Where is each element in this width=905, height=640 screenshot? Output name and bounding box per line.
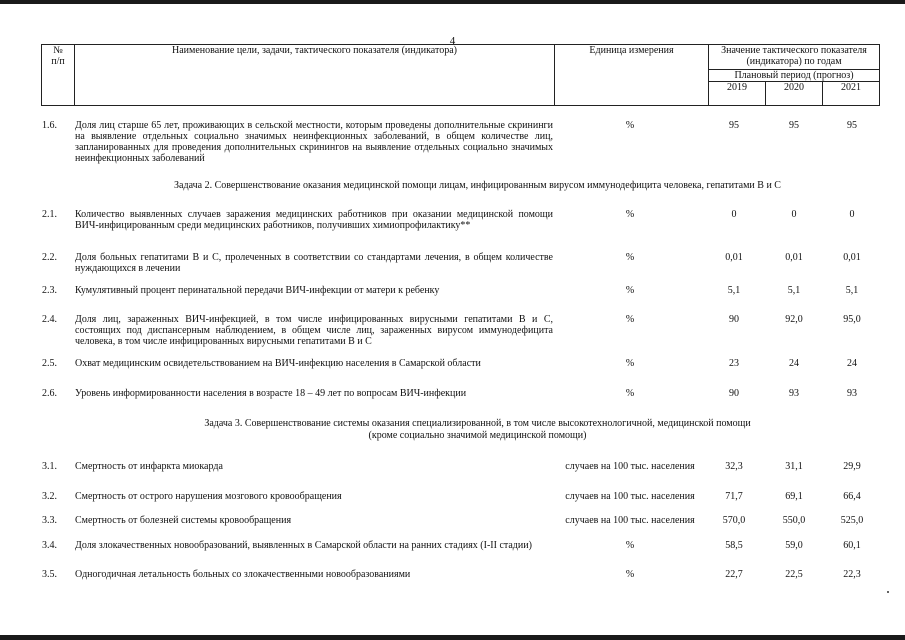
row-indicator-name: Смертность от болезней системы кровообращения [75,515,292,526]
row-value-2019: 58,5 [725,540,743,551]
header-year-2019: 2019 [709,82,766,106]
row-value-2021: 525,0 [840,515,864,526]
row-unit: % [625,285,635,296]
row-value-2020: 0 [791,209,797,220]
task-3-heading-line2: (кроме социально значимой медицинской помощи) [368,430,587,441]
row-indicator-name: Смертность от острого нарушения мозгового кровообращения [75,491,342,502]
row-value-2020: 69,1 [785,491,803,502]
row-value-2020: 24 [789,358,799,369]
row-number: 3.4. [42,540,57,551]
row-value-2020: 92,0 [785,314,803,325]
header-unit: Единица измерения [555,45,709,106]
row-number: 2.4. [42,314,57,325]
row-value-2020: 95 [789,120,799,131]
row-value-2020: 59,0 [785,540,803,551]
row-indicator-name: Уровень информированности населения в возрасте 18 – 49 лет по вопросам ВИЧ-инфекции [75,388,467,399]
row-number: 2.5. [42,358,57,369]
table-header [41,44,880,106]
row-value-2019: 95 [729,120,739,131]
row-value-2020: 93 [789,388,799,399]
row-number: 2.1. [42,209,57,220]
row-indicator-name: Доля лиц старше 65 лет, проживающих в сельской местности, которым проведены дополнительные скрининги на выявление отдельных социально значимых неинфекционных заболеваний, в общем количестве лиц, запланированных для проведения дополнительных скринингов на выявление отдельных социально значимых неинфекционных заболеваний [75,120,553,164]
row-value-2020: 31,1 [785,461,803,472]
header-num-line1: № [53,45,63,56]
page-number: 4 [449,35,456,47]
row-value-2019: 32,3 [725,461,743,472]
row-number: 3.3. [42,515,57,526]
row-number: 2.2. [42,252,57,263]
row-value-2019: 90 [729,314,739,325]
scan-speck [887,591,889,593]
row-value-2021: 22,3 [843,569,861,580]
scan-border-bottom [0,635,905,640]
row-indicator-name: Одногодичная летальность больных со злокачественными новообразованиями [75,569,411,580]
row-indicator-name: Охват медицинским освидетельствованием на ВИЧ-инфекцию населения в Самарской области [75,358,481,369]
header-num-line2: п/п [51,56,65,67]
row-indicator-name: Доля лиц, зараженных ВИЧ-инфекцией, в том числе инфицированных вирусными гепатитами В и С, состоящих под диспансерным наблюдением, в общем числе лиц, зараженных вирусом иммунодефицита человека, в том числе инфицированных вирусными гепатитами В и С [75,314,553,347]
row-value-2021: 95 [847,120,857,131]
row-unit: % [625,388,635,399]
row-value-2021: 29,9 [843,461,861,472]
row-value-2021: 95,0 [843,314,861,325]
row-value-2020: 22,5 [785,569,803,580]
row-value-2021: 66,4 [843,491,861,502]
row-unit: % [625,540,635,551]
row-indicator-name: Смертность от инфаркта миокарда [75,461,223,472]
row-unit: % [625,209,635,220]
row-unit: % [625,569,635,580]
row-value-2019: 5,1 [727,285,741,296]
header-year-2021: 2021 [823,82,880,106]
scan-border-top [0,0,905,4]
row-indicator-name: Кумулятивный процент перинатальной передачи ВИЧ-инфекции от матери к ребенку [75,285,440,296]
header-num [42,45,75,106]
row-unit: % [625,120,635,131]
row-indicator-name: Доля больных гепатитами В и С, пролеченных в соответствии со стандартами лечения, в общем количестве нуждающихся в лечении [75,252,553,274]
row-unit: случаев на 100 тыс. населения [565,515,695,526]
row-value-2019: 71,7 [725,491,743,502]
row-indicator-name: Доля злокачественных новообразований, выявленных в Самарской области на ранних стадиях (I-II стадии) [75,540,532,551]
row-unit: % [625,314,635,325]
row-value-2021: 24 [847,358,857,369]
row-value-2019: 23 [729,358,739,369]
row-number: 1.6. [42,120,57,131]
row-value-2019: 0,01 [725,252,743,263]
row-value-2021: 5,1 [845,285,859,296]
row-value-2021: 0 [849,209,855,220]
row-value-2020: 5,1 [787,285,801,296]
row-indicator-name: Количество выявленных случаев заражения медицинских работников при оказании медицинской помощи ВИЧ-инфицированным среди медицинских работников, получивших химиопрофилактику** [75,209,553,231]
row-value-2019: 90 [729,388,739,399]
header-year-2020: 2020 [766,82,823,106]
row-number: 2.3. [42,285,57,296]
row-value-2020: 0,01 [785,252,803,263]
row-number: 3.2. [42,491,57,502]
task-2-heading: Задача 2. Совершенствование оказания медицинской помощи лицам, инфицированным вирусом иммунодефицита человека, гепатитами В и С [174,180,781,191]
task-3-heading-line1: Задача 3. Совершенствование системы оказания специализированной, в том числе высокотехнологичной, медицинской помощи [204,418,751,429]
row-unit: случаев на 100 тыс. населения [565,491,695,502]
header-plan-period: Плановый период (прогноз) [709,70,880,82]
task-3-heading [75,418,880,442]
row-value-2021: 0,01 [843,252,861,263]
header-value-group: Значение тактического показателя (индикатора) по годам [709,45,880,70]
row-value-2019: 22,7 [725,569,743,580]
row-unit: % [625,252,635,263]
row-number: 3.1. [42,461,57,472]
row-unit: % [625,358,635,369]
header-name: Наименование цели, задачи, тактического показателя (индикатора) [75,45,555,106]
row-unit: случаев на 100 тыс. населения [565,461,695,472]
row-value-2019: 570,0 [722,515,746,526]
row-value-2021: 60,1 [843,540,861,551]
row-value-2020: 550,0 [782,515,806,526]
row-number: 3.5. [42,569,57,580]
row-value-2021: 93 [847,388,857,399]
row-number: 2.6. [42,388,57,399]
row-value-2019: 0 [731,209,737,220]
